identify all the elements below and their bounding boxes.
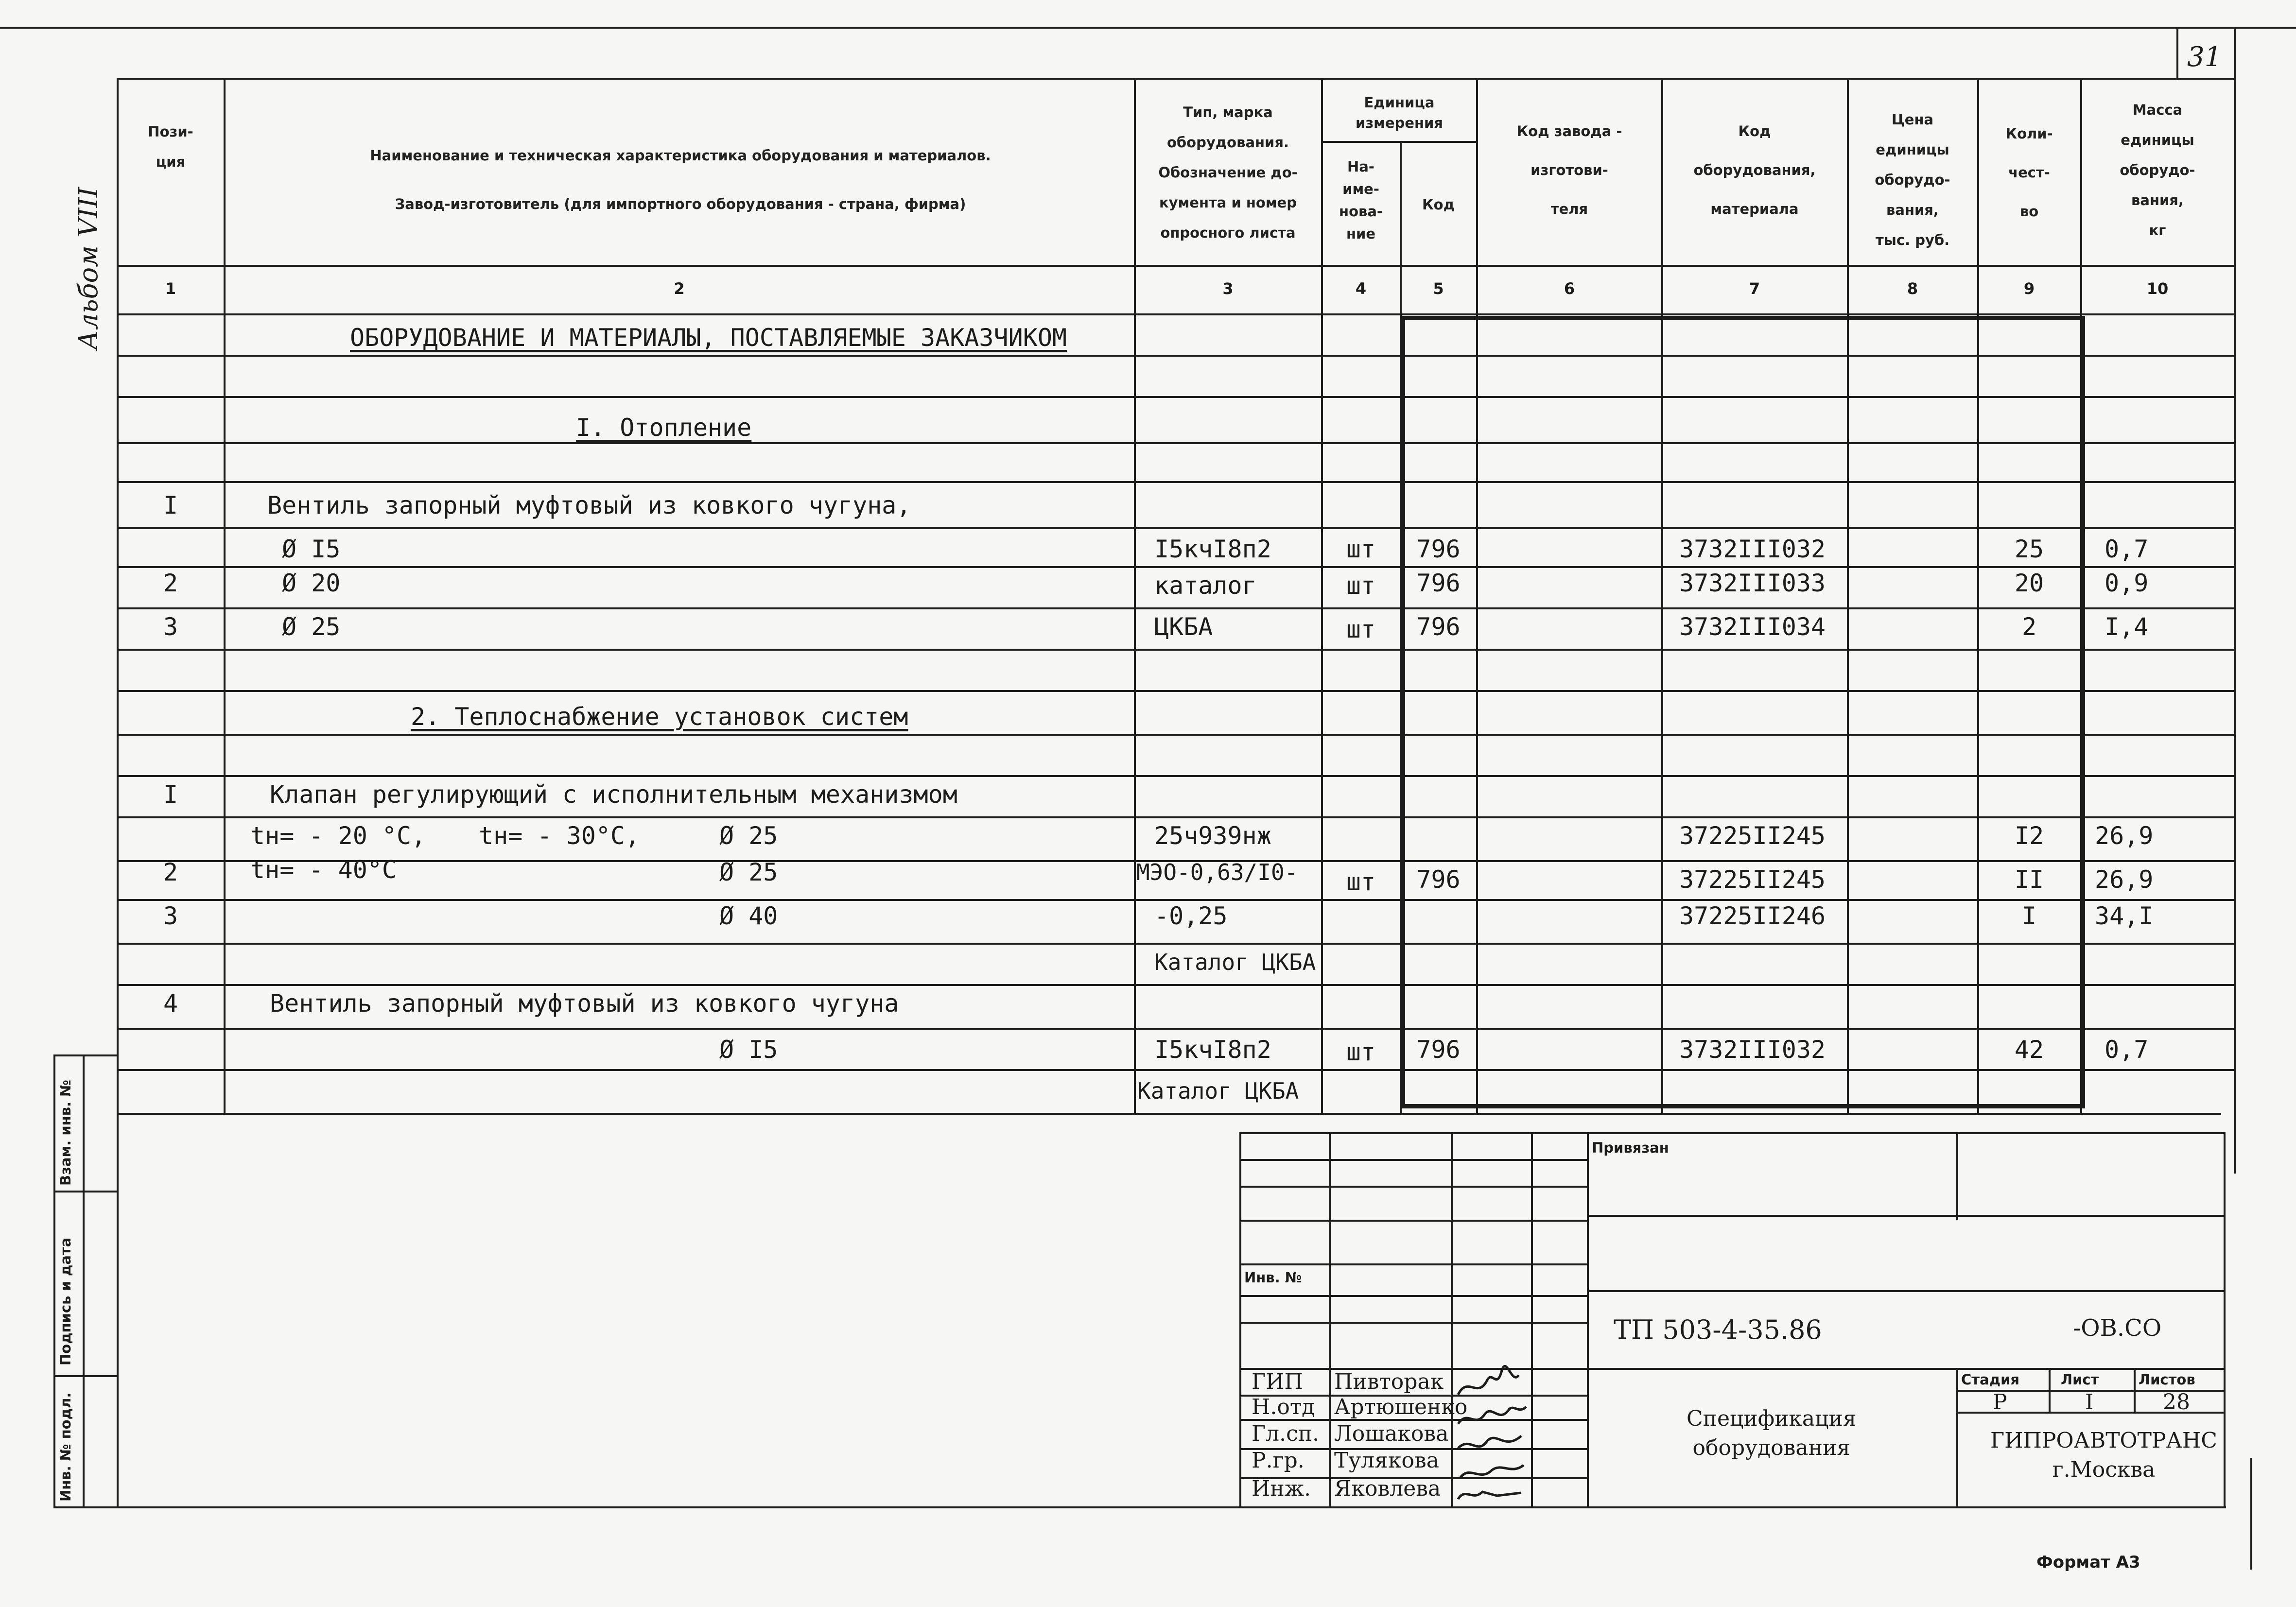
row-dn: Ø 25 [719,858,778,886]
tb-sheet-label: Лист [2061,1371,2099,1388]
frame-bottom-line [117,1506,2226,1508]
row-code: 3732III032 [1679,1036,1826,1064]
row-type: ЦКБА [1154,613,1213,641]
row-temp-b: tн= - 30°C, [479,822,640,850]
row-dn: Ø 25 [719,822,778,850]
header-unit-name: На- име- нова- ние [1339,158,1383,242]
thick-outline-bottom [1401,1104,2085,1108]
row-unit: шт [1346,535,1376,563]
row-temp-a: tн= - 40°C [250,856,397,884]
row-line [117,355,2236,357]
col-number: 10 [2146,279,2169,298]
sheet-number: 31 [2187,41,2222,73]
tb-signer-name: Артюшенко [1334,1395,1468,1419]
row-line [117,690,2236,692]
section-title: ОБОРУДОВАНИЕ И МАТЕРИАЛЫ, ПОСТАВЛЯЕМЫЕ ЗАКАЗЧИКОМ [350,324,1067,352]
tb-stage: Р [1993,1390,2007,1415]
row-pos: 4 [163,989,178,1018]
row-code: 3732III034 [1679,613,1826,641]
row-line [117,396,2236,398]
row-pos: I [163,491,178,519]
tb-line [1956,1132,1958,1220]
row-code: 3732III033 [1679,569,1826,597]
row-mass: I,4 [2105,613,2149,641]
row-temp-a: tн= - 20 °C, [250,822,426,850]
row-qty: 25 [2014,535,2044,563]
row-mass: 0,9 [2105,569,2149,597]
row-pos: 3 [163,902,178,930]
tb-line [1239,1263,1587,1265]
row-qty: I2 [2014,822,2044,850]
header-plant: Код завода - изготови- теля [1516,123,1622,217]
row-name: Вентиль запорный муфтовый из ковкого чугуна [270,989,899,1018]
row-line [117,775,2236,777]
header-mass: Масса единицы оборудо- вания, кг [2120,102,2195,239]
signatures-drawing [1453,1341,1531,1506]
col-number: 3 [1222,279,1234,298]
tb-signer-role: ГИП [1252,1369,1303,1394]
col-number: 6 [1564,279,1575,298]
row-type: I5кчI8п2 [1154,1036,1271,1064]
row-type: Каталог ЦКБА [1137,1078,1299,1104]
row-type: 25ч939нж [1154,822,1271,850]
side-label-inv-podl: Инв. № подл. [57,1392,74,1502]
col-number: 5 [1433,279,1444,298]
row-line [117,566,2236,568]
row-line [117,899,2236,901]
row-pos: 2 [163,569,178,597]
tb-sheet: I [2085,1390,2094,1415]
row-code: 3732III032 [1679,535,1826,563]
row-qty: 2 [2021,613,2037,641]
tb-signer-role: Гл.сп. [1252,1421,1320,1446]
thick-outline-top [1401,316,2085,320]
row-name: Ø 20 [282,569,341,597]
tb-signer-role: Инж. [1252,1476,1311,1501]
row-code: 37225II245 [1679,822,1826,850]
table-bottom-line [117,1113,2221,1115]
table-top-line [117,78,2236,80]
row-dn: Ø 40 [719,902,778,930]
row-unit-code: 796 [1416,535,1461,563]
row-unit-code: 796 [1416,569,1461,597]
top-border-line [0,27,2296,29]
col-number: 4 [1355,279,1367,298]
tb-title: Спецификация оборудования [1687,1406,1857,1460]
header-name: Наименование и техническая характеристика оборудования и материалов. Завод-изготовитель (для импортного оборудования - страна, фирма) [370,147,991,212]
row-line [117,1028,2236,1030]
header-type: Тип, марка оборудования. Обозначение до- кумента и номер опросного листа [1158,104,1298,241]
row-type: -0,25 [1154,902,1228,930]
tb-org: ГИПРОАВТОТРАНС г.Москва [1990,1428,2217,1482]
row-mass: 0,7 [2105,535,2149,563]
row-qty: II [2014,865,2044,894]
row-unit: шт [1346,868,1376,896]
row-type: I5кчI8п2 [1154,535,1271,563]
tb-signer-role: Р.гр. [1252,1448,1305,1473]
row-qty: 20 [2014,569,2044,597]
sheet-no-box-left [2176,27,2178,80]
row-code: 37225II246 [1679,902,1826,930]
row-line [117,816,2236,818]
row-mass: 34,I [2095,902,2154,930]
tb-privyazan: Привязан [1592,1140,1669,1156]
col-number: 9 [2023,279,2035,298]
side-label-podpis: Подпись и дата [57,1237,74,1365]
col-sep [224,78,226,1113]
row-type: каталог [1154,571,1257,600]
header-pos: Пози- ция [148,123,193,170]
row-type: МЭО-0,63/I0- [1136,859,1298,885]
side-stamp-divider [53,1375,119,1377]
tb-line [1956,1368,1958,1506]
row-mass: 0,7 [2105,1036,2149,1064]
row-qty: 42 [2014,1036,2044,1064]
row-unit: шт [1346,615,1376,643]
row-line [117,649,2236,651]
side-stamp-divider [53,1191,119,1192]
row-mass: 26,9 [2095,822,2154,850]
tb-signer-name: Пивторак [1334,1369,1444,1394]
row-line [117,527,2236,529]
row-line [117,442,2236,444]
row-unit-code: 796 [1416,613,1461,641]
row-code: 37225II245 [1679,865,1826,894]
col-sep [1661,78,1663,1113]
row-line [117,984,2236,986]
tb-sheets: 28 [2163,1390,2190,1415]
tb-doc-suffix: -ОВ.СО [2073,1314,2162,1342]
row-name: Ø I5 [282,535,341,563]
col-number: 7 [1749,279,1760,298]
tb-signer-name: Лошакова [1334,1421,1449,1446]
col-number: 2 [674,279,685,298]
row-pos: I [163,780,178,809]
tb-line [1587,1132,1589,1506]
row-name: Ø 25 [282,613,341,641]
tb-line [1451,1132,1453,1506]
tb-line [1239,1159,1587,1161]
side-stamp-divider [83,1054,85,1508]
colnum-bottom-line [117,313,2236,315]
tb-signer-name: Яковлева [1334,1476,1441,1501]
row-unit-code: 796 [1416,1036,1461,1064]
tb-line [1239,1220,1587,1222]
header-unit: Единица измерения [1356,94,1443,131]
album-mark: Альбом VIII [73,187,104,350]
tb-line [1239,1132,2225,1134]
tb-inv-no: Инв. № [1244,1269,1302,1286]
row-name: Вентиль запорный муфтовый из ковкого чугуна, [267,491,911,519]
thick-outline-left [1401,316,1405,1108]
tb-line [1239,1132,1241,1506]
tb-doc-code: ТП 503-4-35.86 [1614,1314,1822,1345]
col-number: 1 [165,279,176,298]
tb-signer-role: Н.отд [1252,1395,1315,1419]
header-qty: Коли- чест- во [2005,125,2053,220]
col-sep [1476,78,1478,1113]
tb-signer-name: Тулякова [1334,1448,1439,1473]
format-mark [2250,1458,2252,1570]
section-title: I. Отопление [576,414,752,442]
header-bottom-line [117,265,2236,267]
tb-line [1329,1132,1331,1506]
thick-outline-right [2081,316,2085,1108]
row-line [117,481,2236,483]
tb-line [1239,1322,1587,1324]
unit-header-divider [1321,141,1478,143]
frame-right-line [2234,27,2236,1174]
tb-line [1587,1215,2225,1217]
row-pos: 3 [163,613,178,641]
tb-stage-label: Стадия [1961,1371,2020,1388]
row-dn: Ø I5 [719,1036,778,1064]
row-line [117,1069,2236,1071]
row-mass: 26,9 [2095,865,2154,894]
row-qty: I [2021,902,2037,930]
tb-sheets-label: Листов [2139,1371,2195,1388]
row-unit-code: 796 [1416,865,1461,894]
tb-line [1587,1290,2225,1292]
row-name: Клапан регулирующий с исполнительным механизмом [270,780,957,809]
row-line [117,607,2236,609]
row-line [117,943,2236,945]
tb-line [1239,1186,1587,1188]
tb-line [1531,1132,1533,1506]
tb-line [2224,1132,2226,1506]
header-code: Код оборудования, материала [1693,123,1816,217]
tb-line [1239,1295,1587,1297]
row-line [117,734,2236,736]
col-number: 8 [1907,279,1918,298]
row-unit: шт [1346,571,1376,600]
side-label-vzam: Взам. инв. № [57,1079,74,1186]
row-pos: 2 [163,858,178,886]
row-unit: шт [1346,1038,1376,1066]
format-label: Формат А3 [2036,1553,2140,1572]
header-price: Цена единицы оборудо- вания, тыс. руб. [1875,111,1950,248]
header-unit-code: Код [1422,196,1455,213]
section-title: 2. Теплоснабжение установок систем [411,703,908,731]
row-type: Каталог ЦКБА [1154,949,1316,975]
